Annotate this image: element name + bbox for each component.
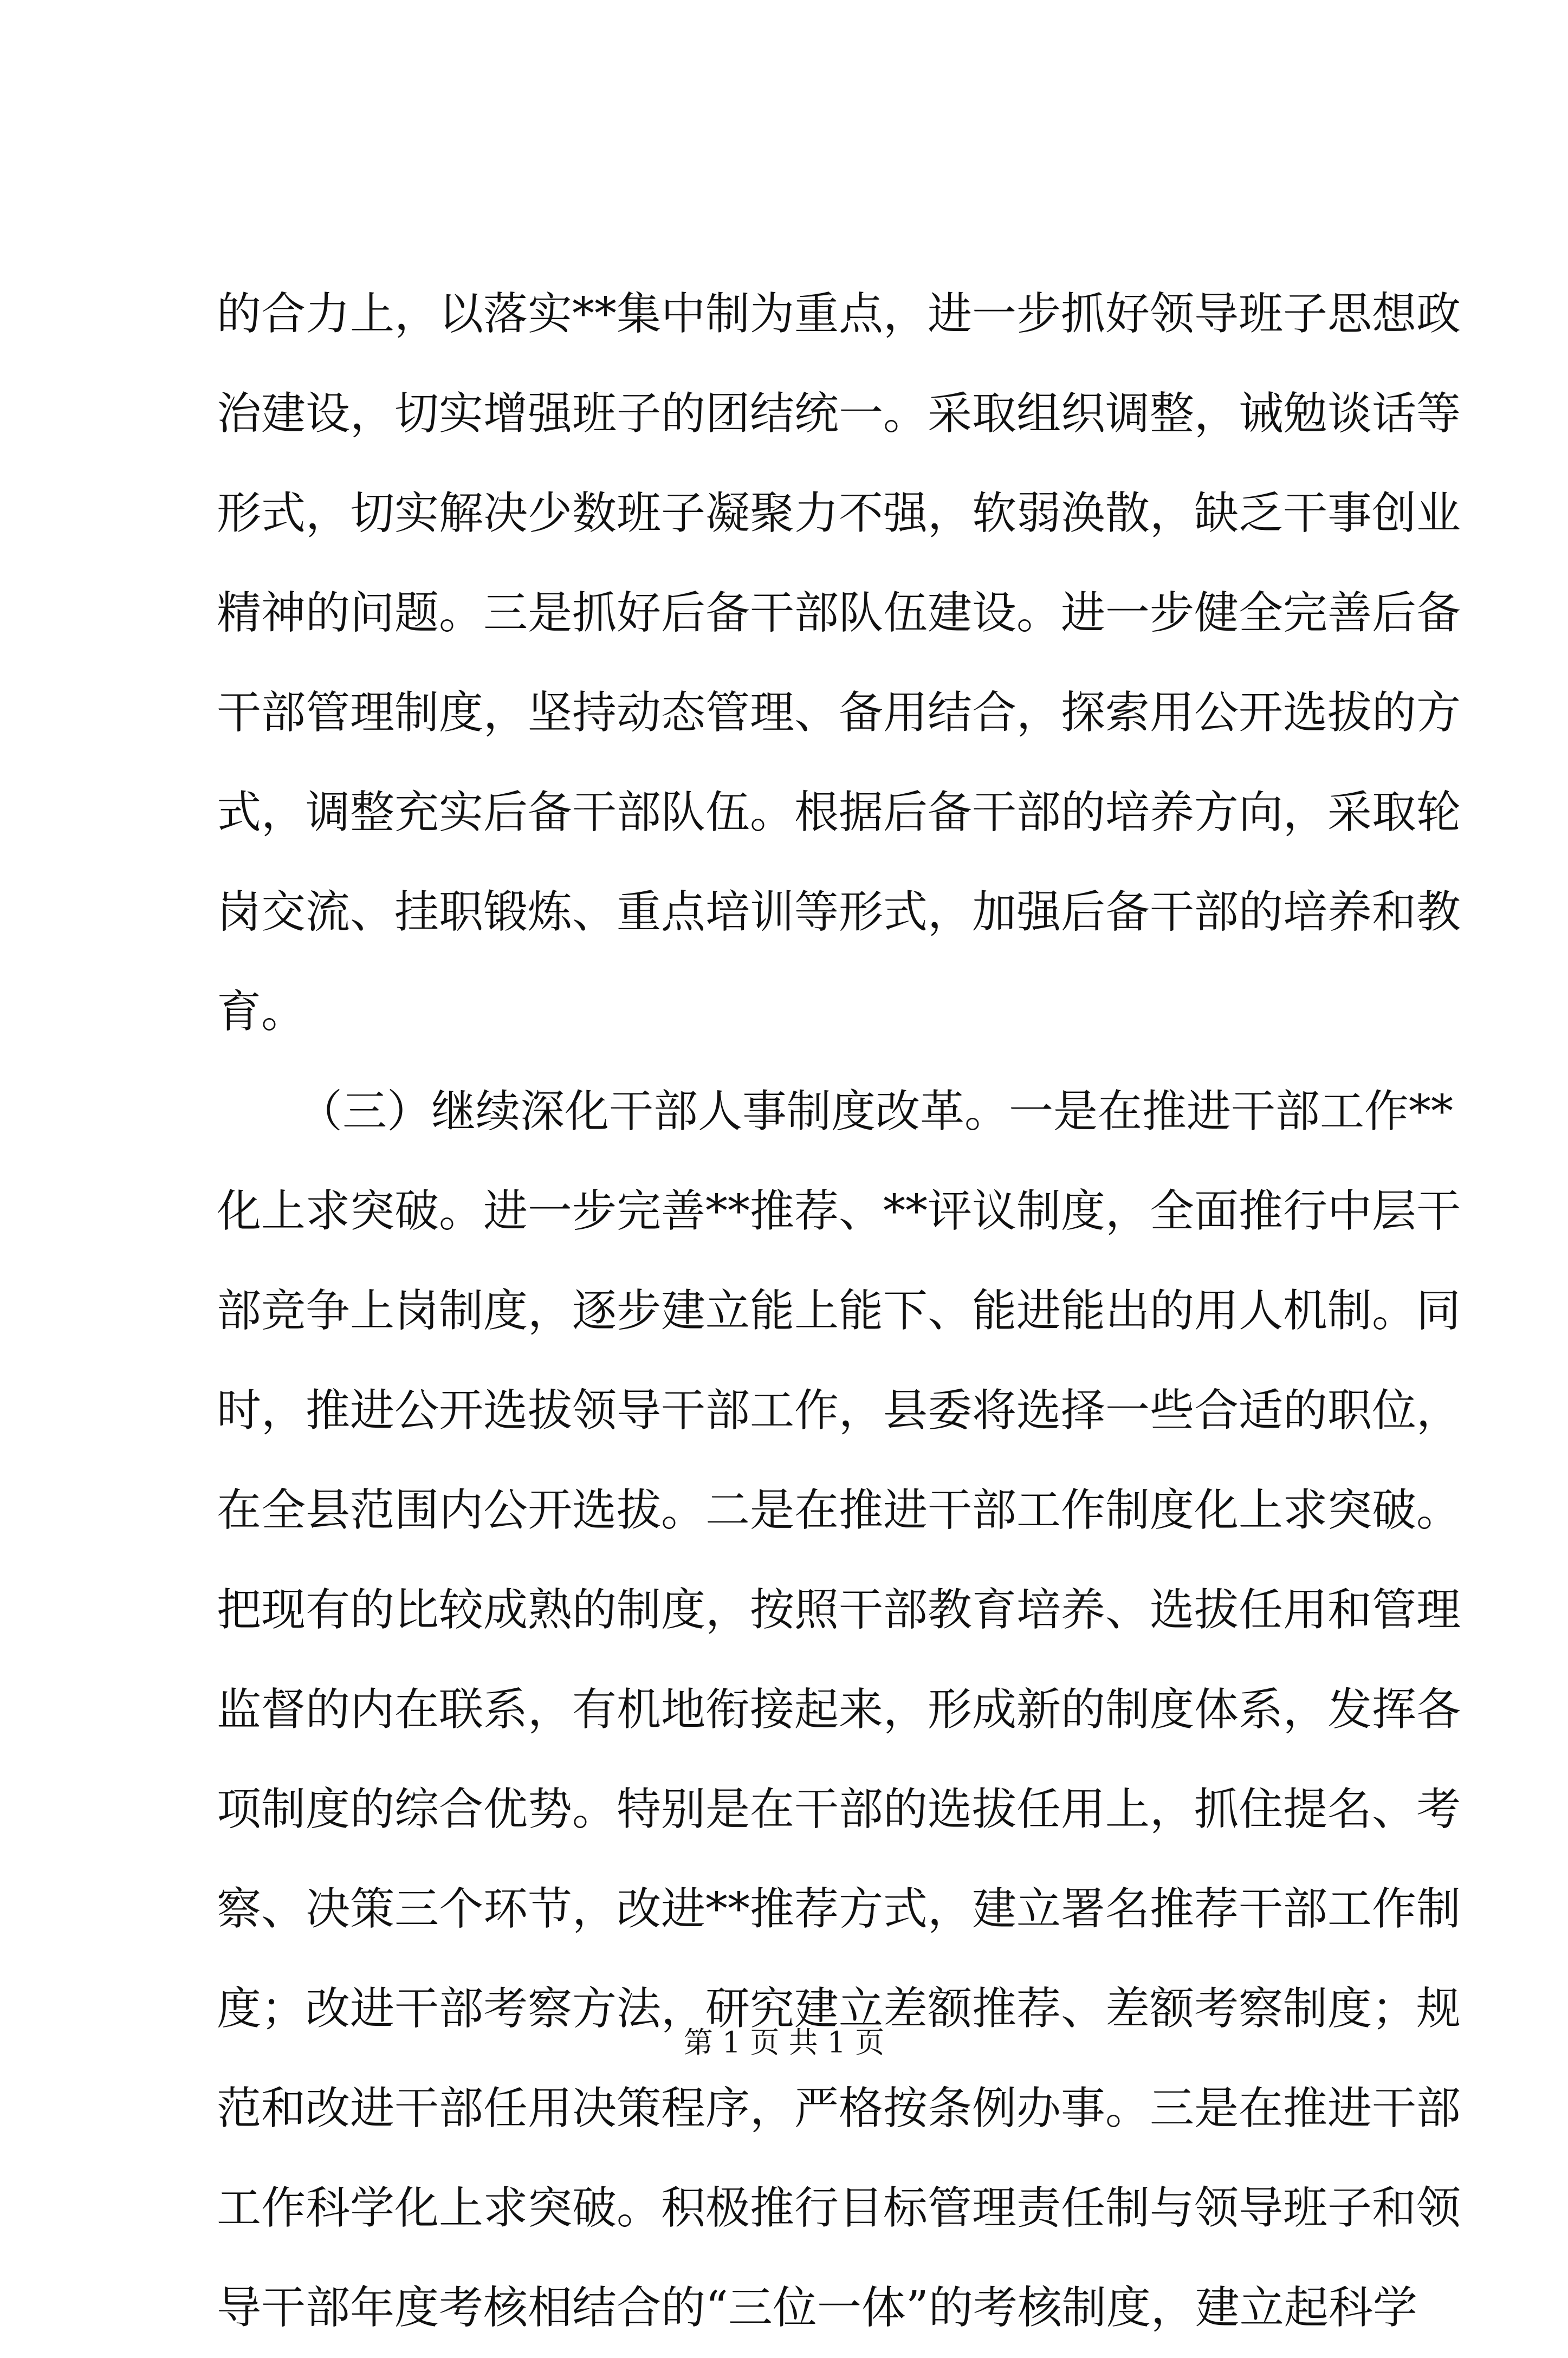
text-line: 干部管理制度，坚持动态管理、备用结合，探索用公开选拔的方 xyxy=(217,687,1461,739)
text-line: 度；改进干部考察方法，研究建立差额推荐、差额考察制度；规 xyxy=(217,1983,1461,2035)
text-line: 式，调整充实后备干部队伍。根据后备干部的培养方向，采取轮 xyxy=(217,787,1461,838)
text-line: 治建设，切实增强班子的团结统一。采取组织调整，诫勉谈话等 xyxy=(217,388,1461,439)
text-line: 导干部年度考核相结合的“三位一体”的考核制度，建立起科学 xyxy=(217,2282,1417,2334)
text-line: 育。 xyxy=(217,986,306,1038)
text-line: 时，推进公开选拔领导干部工作，县委将选择一些合适的职位， xyxy=(217,1385,1461,1436)
text-line: 把现有的比较成熟的制度，按照干部教育培养、选拔任用和管理 xyxy=(217,1584,1461,1636)
text-line: 范和改进干部任用决策程序，严格按条例办事。三是在推进干部 xyxy=(217,2083,1461,2134)
text-line: 工作科学化上求突破。积极推行目标管理责任制与领导班子和领 xyxy=(217,2182,1461,2234)
text-line: 项制度的综合优势。特别是在干部的选拔任用上，抓住提名、考 xyxy=(217,1784,1461,1835)
text-line: 在全县范围内公开选拔。二是在推进干部工作制度化上求突破。 xyxy=(217,1485,1461,1536)
text-line: 的合力上，以落实**集中制为重点，进一步抓好领导班子思想政 xyxy=(217,288,1461,340)
section-heading-line: （三）继续深化干部人事制度改革。一是在推进干部工作** xyxy=(298,1086,1454,1137)
text-line: 精神的问题。三是抓好后备干部队伍建设。进一步健全完善后备 xyxy=(217,587,1461,639)
text-line: 形式，切实解决少数班子凝聚力不强，软弱涣散，缺乏干事创业 xyxy=(217,488,1461,539)
text-line: 岗交流、挂职锻炼、重点培训等形式，加强后备干部的培养和教 xyxy=(217,886,1461,938)
text-line: 监督的内在联系，有机地衔接起来，形成新的制度体系，发挥各 xyxy=(217,1684,1461,1735)
text-line: 部竞争上岗制度，逐步建立能上能下、能进能出的用人机制。同 xyxy=(217,1285,1461,1337)
text-line: 察、决策三个环节，改进**推荐方式，建立署名推荐干部工作制 xyxy=(217,1883,1461,1935)
text-line: 化上求突破。进一步完善**推荐、**评议制度，全面推行中层干 xyxy=(217,1186,1461,1237)
page-footer: 第 1 页 共 1 页 xyxy=(683,2025,885,2059)
